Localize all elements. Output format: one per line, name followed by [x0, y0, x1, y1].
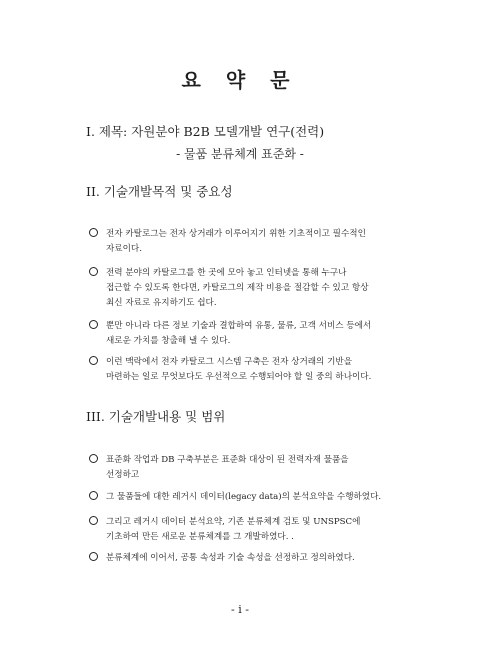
circle-bullet-icon [89, 454, 98, 463]
list-item [89, 319, 429, 349]
page-number: - i - [231, 603, 249, 616]
list-item-text: 그리고 레거시 데이터 분석요약, 기존 분류체계 검토 및 UNSPSC에 기초하여 만든 새로운 분류체계를 그 개발하였다. . [106, 517, 361, 542]
list-item [89, 266, 429, 311]
circle-bullet-icon [89, 552, 98, 561]
section-3-heading: III. 기술개발내용 및 범위 [86, 409, 226, 424]
list-item [89, 227, 429, 257]
section-1-subtitle: - 물품 분류체계 표준화 - [176, 147, 304, 161]
list-item-text: 전자 카탈로그는 전자 상거래가 이루어지기 위한 기초적이고 필수적인 자료이다. [106, 229, 366, 254]
circle-bullet-icon [89, 267, 98, 276]
list-item [89, 490, 429, 505]
list-item-text: 분류체계에 이어서, 공통 속성과 기술 속성을 선정하고 정의하였다. [106, 553, 355, 563]
circle-bullet-icon [89, 491, 98, 500]
list-item [89, 515, 429, 545]
list-item-text: 그 물품들에 대한 레거시 데이터(legacy data)의 분석요약을 수행하였다. [106, 492, 382, 502]
list-item-text: 전력 분야의 카탈로그를 한 곳에 모아 놓고 인터넷을 통해 누구나 접근할 수 있도록 한다면, 카탈로그의 제작 비용을 절감할 수 있고 항상 최신 자료로 유지하기도 쉽다. [106, 268, 369, 308]
circle-bullet-icon [89, 320, 98, 329]
section-2-heading: II. 기술개발목적 및 중요성 [86, 184, 233, 199]
page-title: 요 약 문 [181, 68, 299, 92]
section-1-heading: I. 제목: 자원분야 B2B 모델개발 연구(전력) [86, 124, 325, 139]
circle-bullet-icon [89, 228, 98, 237]
circle-bullet-icon [89, 516, 98, 525]
list-item-text: 표준화 작업과 DB 구축부분은 표준화 대상이 된 전력자재 물품을 선정하고 [106, 455, 349, 480]
list-item [89, 551, 429, 566]
list-item-text: 뿐만 아니라 다른 정보 기술과 결합하여 유통, 물류, 고객 서비스 등에서 새로운 가치를 창출해 낼 수 있다. [106, 321, 372, 346]
list-item-text: 이런 맥락에서 전자 카탈로그 시스템 구축은 전자 상거래의 기반을 마련하는 일로 무엇보다도 우선적으로 수행되어야 할 일 중의 하나이다. [106, 357, 372, 382]
list-item [89, 453, 429, 483]
circle-bullet-icon [89, 356, 98, 365]
list-item [89, 355, 429, 385]
